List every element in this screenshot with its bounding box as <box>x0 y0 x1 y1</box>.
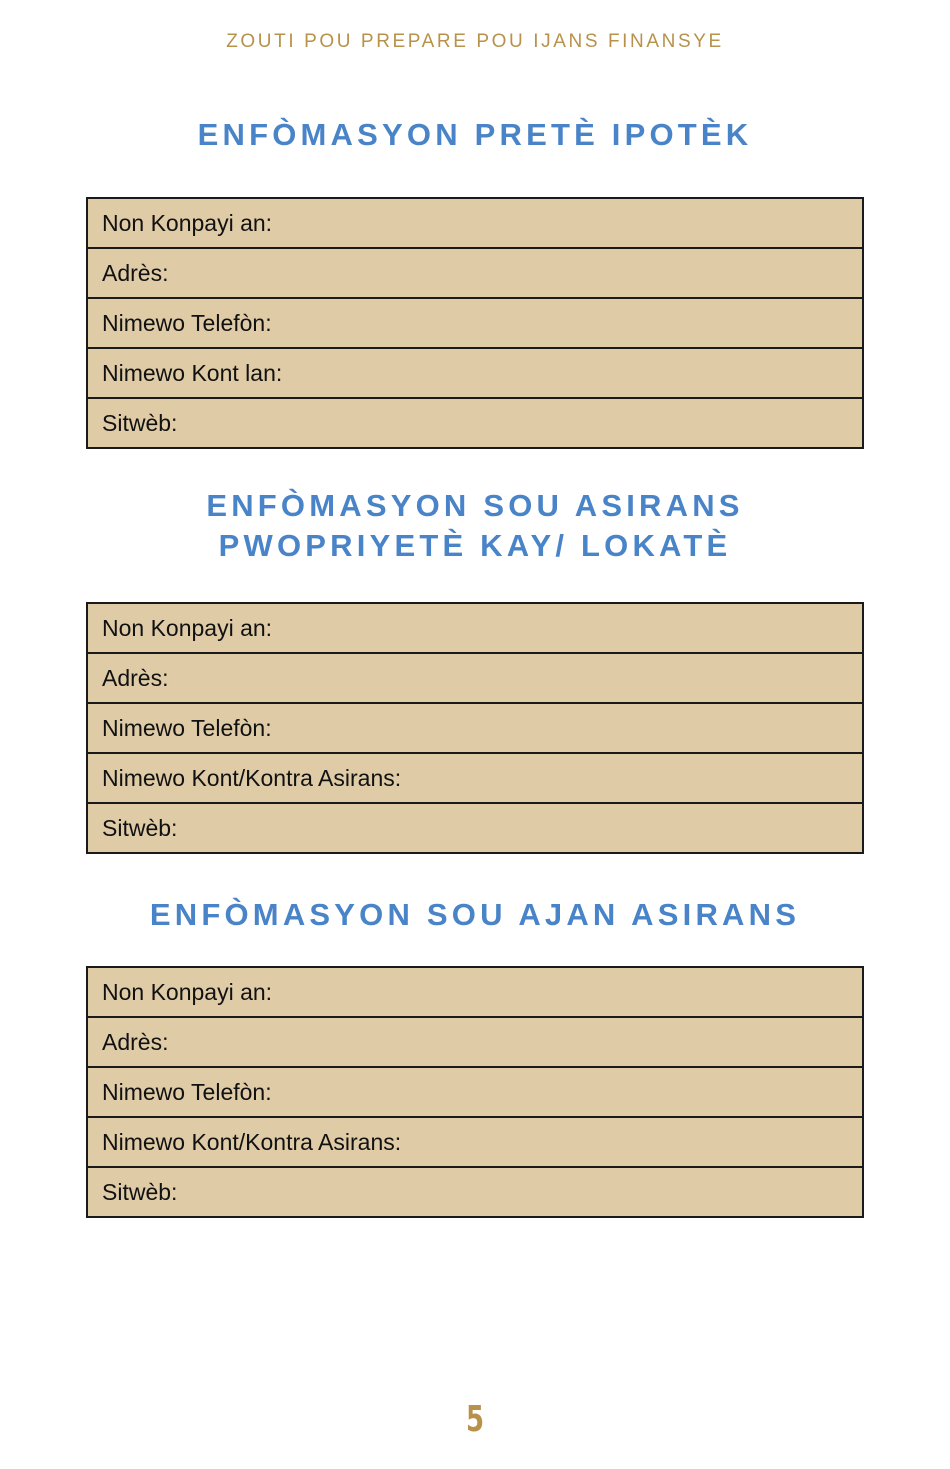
form-label: Adrès: <box>102 664 169 691</box>
form-row-website[interactable] <box>88 804 862 852</box>
form-row-company-name[interactable] <box>88 199 862 249</box>
form-label: Nimewo Kont/Kontra Asirans: <box>102 1128 402 1155</box>
form-row-address[interactable] <box>88 249 862 299</box>
form-row-phone[interactable] <box>88 299 862 349</box>
form-row-address[interactable] <box>88 1018 862 1068</box>
form-table-insurance-agent <box>86 966 864 1218</box>
form-row-policy-number[interactable] <box>88 1118 862 1168</box>
section-title-insurance-agent <box>0 895 950 935</box>
form-label: Nimewo Kont lan: <box>102 359 283 386</box>
form-label: Adrès: <box>102 1028 169 1055</box>
form-row-phone[interactable] <box>88 704 862 754</box>
section-title-mortgage-lender <box>0 115 950 155</box>
form-row-company-name[interactable] <box>88 968 862 1018</box>
form-label: Non Konpayi an: <box>102 209 273 236</box>
form-label: Nimewo Kont/Kontra Asirans: <box>102 764 402 791</box>
form-label: Nimewo Telefòn: <box>102 1078 272 1105</box>
running-header: ZOUTI POU PREPARE POU IJANS FINANSYE <box>226 31 724 52</box>
form-label: Non Konpayi an: <box>102 614 273 641</box>
section-title-line: PWOPRIYETÈ KAY/ LOKATÈ <box>218 528 732 563</box>
section-title-line: ENFÒMASYON SOU AJAN ASIRANS <box>149 897 801 932</box>
form-table-home-insurance <box>86 602 864 854</box>
section-title-line: ENFÒMASYON PRETÈ IPOTÈK <box>197 117 753 152</box>
form-row-address[interactable] <box>88 654 862 704</box>
form-label: Non Konpayi an: <box>102 978 273 1005</box>
form-label: Sitwèb: <box>102 409 178 436</box>
form-row-phone[interactable] <box>88 1068 862 1118</box>
form-label: Adrès: <box>102 259 169 286</box>
form-label: Sitwèb: <box>102 1178 178 1205</box>
form-label: Nimewo Telefòn: <box>102 309 272 336</box>
form-row-website[interactable] <box>88 399 862 447</box>
form-row-website[interactable] <box>88 1168 862 1216</box>
form-label: Nimewo Telefòn: <box>102 714 272 741</box>
page-number: 5 <box>465 1399 485 1440</box>
form-row-policy-number[interactable] <box>88 754 862 804</box>
form-row-account-number[interactable] <box>88 349 862 399</box>
section-title-line: ENFÒMASYON SOU ASIRANS <box>206 488 744 523</box>
form-row-company-name[interactable] <box>88 604 862 654</box>
form-table-mortgage-lender <box>86 197 864 449</box>
section-title-home-insurance <box>0 486 950 566</box>
form-label: Sitwèb: <box>102 814 178 841</box>
